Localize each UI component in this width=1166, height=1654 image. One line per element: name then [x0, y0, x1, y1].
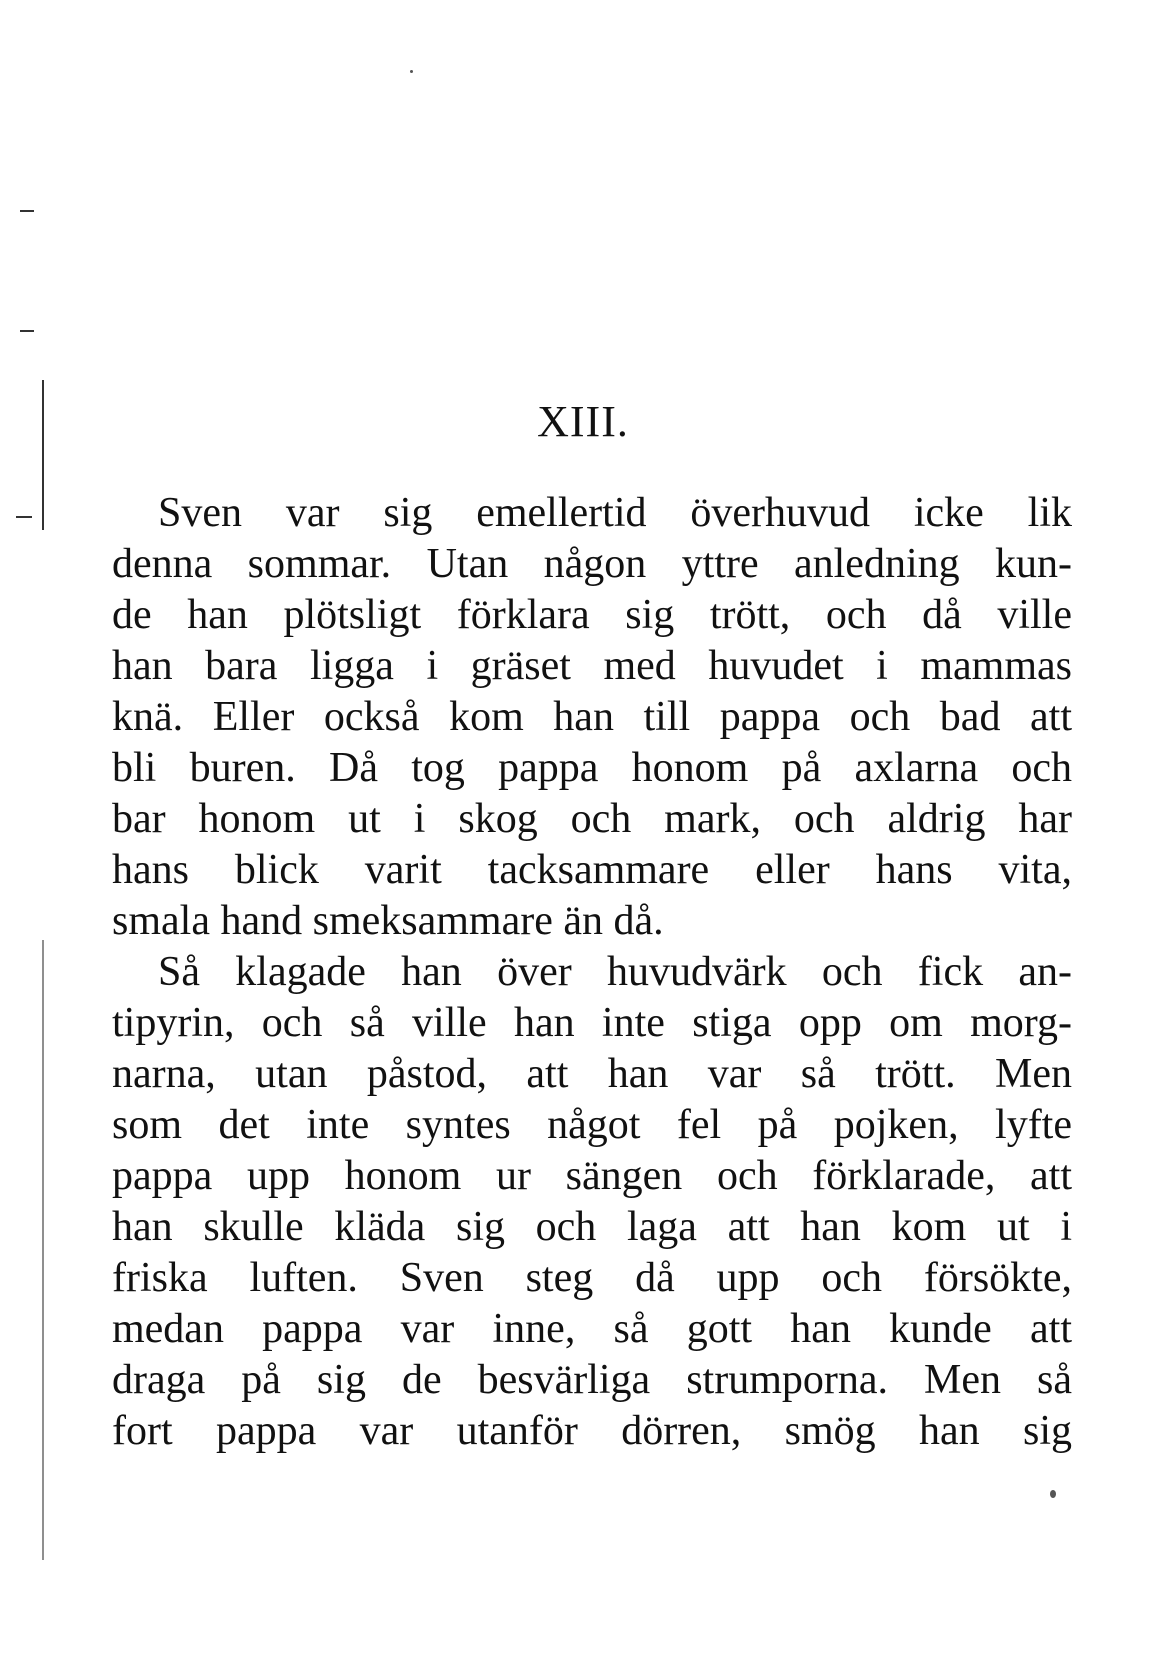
- text-line: smala hand smeksammare än då.: [112, 898, 664, 944]
- scan-speck: [1050, 1490, 1056, 1498]
- text-line: pappa upp honom ur sängen och förklarade, att: [112, 1153, 1072, 1199]
- scan-margin-line: [20, 210, 34, 212]
- text-line: narna, utan påstod, att han var så trött. Men: [112, 1051, 1072, 1097]
- text-line: hans blick varit tacksammare eller hans vita,: [112, 847, 1072, 893]
- text-line: knä. Eller också kom han till pappa och bad att: [112, 694, 1072, 740]
- scan-margin-line: [42, 940, 44, 1560]
- text-line: draga på sig de besvärliga strumporna. Men så: [112, 1357, 1072, 1403]
- text-line: bli buren. Då tog pappa honom på axlarna och: [112, 745, 1072, 791]
- text-line: medan pappa var inne, så gott han kunde att: [112, 1306, 1072, 1352]
- text-line: friska luften. Sven steg då upp och försökte,: [112, 1255, 1072, 1301]
- scan-margin-line: [20, 330, 34, 332]
- text-line: fort pappa var utanför dörren, smög han sig: [112, 1408, 1072, 1454]
- text-line: bar honom ut i skog och mark, och aldrig har: [112, 796, 1072, 842]
- scan-speck: [410, 70, 413, 73]
- text-line: Sven var sig emellertid överhuvud icke lik: [158, 490, 1072, 536]
- text-line: han bara ligga i gräset med huvudet i mammas: [112, 643, 1072, 689]
- text-line: tipyrin, och så ville han inte stiga opp om morg-: [112, 1000, 1072, 1046]
- text-line: som det inte syntes något fel på pojken, lyfte: [112, 1102, 1072, 1148]
- text-line: de han plötsligt förklara sig trött, och då ville: [112, 592, 1072, 638]
- chapter-heading: XIII.: [537, 397, 629, 446]
- text-line: han skulle kläda sig och laga att han kom ut i: [112, 1204, 1072, 1250]
- text-line: denna sommar. Utan någon yttre anledning kun-: [112, 541, 1072, 587]
- text-line: Så klagade han över huvudvärk och fick an-: [158, 949, 1072, 995]
- scan-margin-line: [16, 516, 32, 518]
